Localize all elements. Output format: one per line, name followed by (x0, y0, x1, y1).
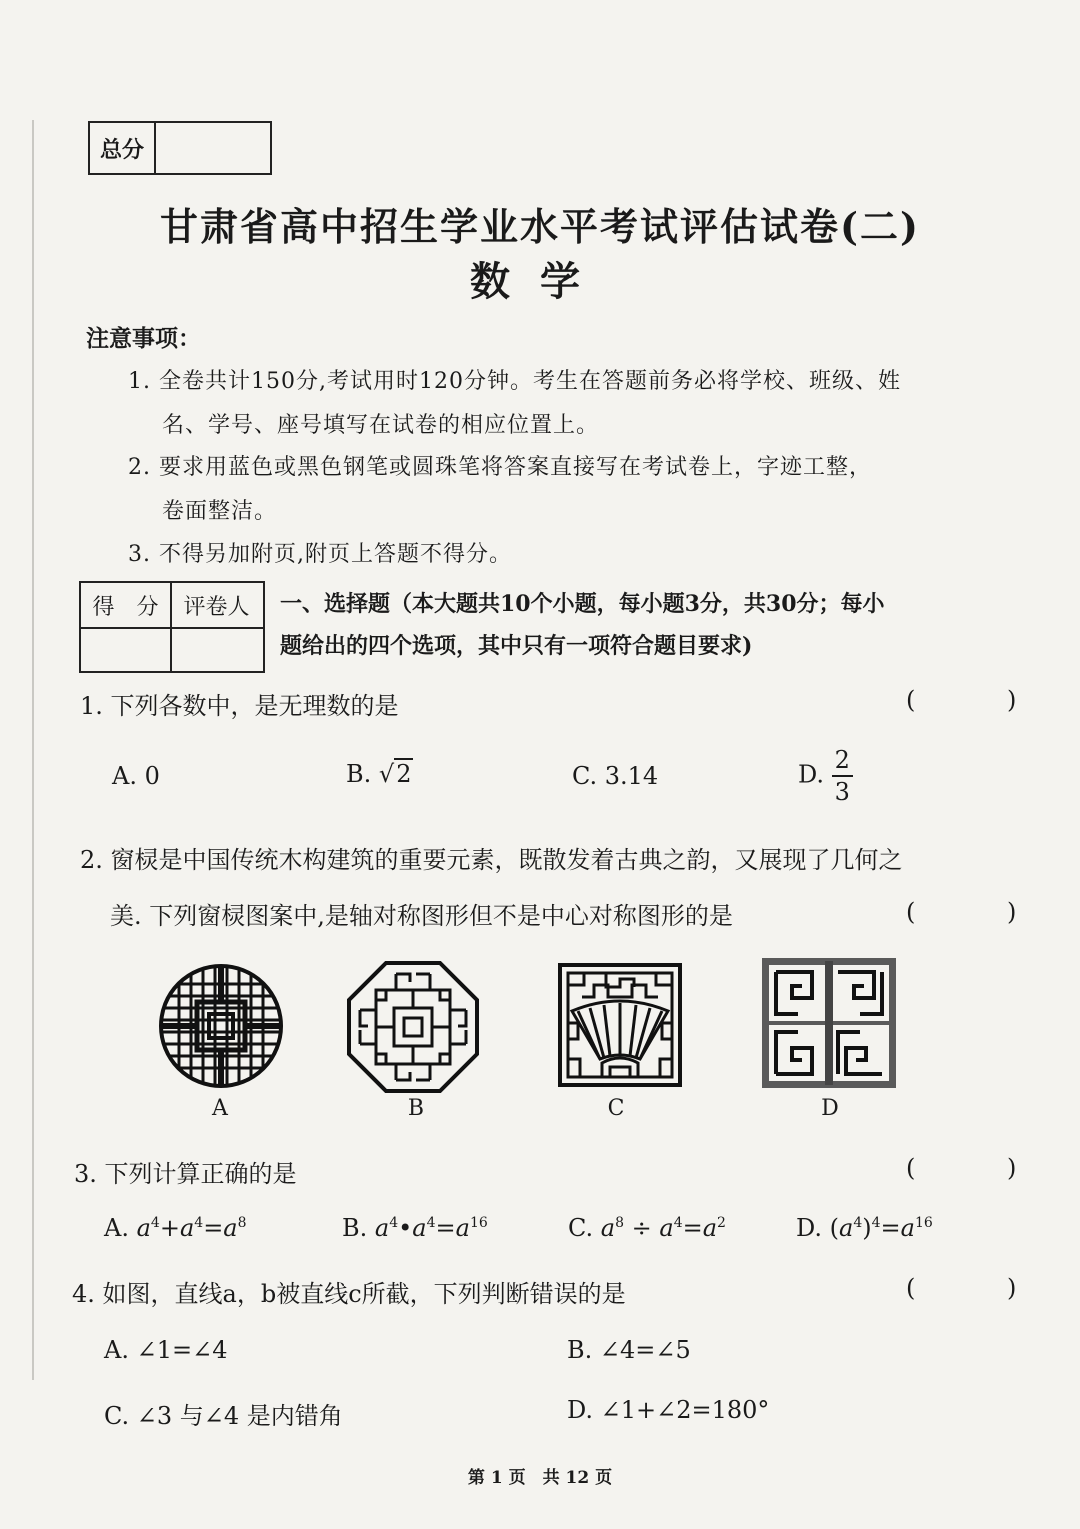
question-4-option-a: A. ∠1=∠4 (104, 1336, 228, 1364)
section-1-heading-line-2: 题给出的四个选项，其中只有一项符合题目要求) (280, 633, 753, 659)
figure-label-a: A (212, 1096, 228, 1121)
grader-header: 评卷人 (170, 583, 261, 627)
round-lattice-window-icon (157, 962, 285, 1090)
option-b-prefix: B. (346, 760, 372, 788)
notice-item-1-line-2: 名、学号、座号填写在试卷的相应位置上。 (162, 413, 600, 438)
section-1-heading-line-1: 一、选择题（本大题共10个小题，每小题3分，共30分；每小 (280, 591, 885, 617)
grader-field[interactable] (170, 629, 261, 673)
question-3-option-b: B. $a^4•a^4=a^{16}$ (342, 1214, 488, 1242)
option-d-prefix: D. (796, 1214, 823, 1242)
figure-label-d: D (821, 1096, 839, 1121)
total-score-box (88, 121, 272, 175)
question-1-option-a: A. 0 (112, 762, 160, 790)
exam-title: 甘肃省高中招生学业水平考试评估试卷(二) (160, 204, 920, 249)
sqrt-expression: √2 (378, 760, 412, 788)
question-1-answer-slot[interactable]: ( ) (906, 686, 1059, 714)
square-fret-window-icon (762, 958, 896, 1088)
total-score-label: 总分 (90, 123, 156, 173)
option-a-prefix: A. (104, 1214, 129, 1242)
exam-subject: 数学 (470, 258, 610, 305)
notice-item-3: 3. 不得另加附页,附页上答题不得分。 (128, 542, 512, 567)
question-1-option-b (346, 760, 413, 788)
score-field[interactable] (81, 629, 170, 673)
fold-line (32, 120, 34, 1380)
fraction-denominator: 3 (834, 778, 850, 806)
question-1-stem: 1. 下列各数中，是无理数的是 (80, 692, 399, 720)
question-3-option-c: C. $a^8 \div a^4=a^2$ (568, 1214, 726, 1242)
notice-item-1-line-1: 1. 全卷共计150分,考试用时120分钟。考生在答题前务必将学校、班级、姓 (128, 369, 901, 394)
question-4-answer-slot[interactable]: ( ) (906, 1274, 1059, 1302)
option-d-prefix: D. (798, 760, 825, 789)
score-table (79, 581, 265, 673)
question-4-option-b: B. ∠4=∠5 (567, 1336, 691, 1364)
total-score-blank[interactable] (156, 123, 270, 173)
option-c-prefix: C. (568, 1214, 594, 1242)
question-3-option-a: A. $a^4+a^4=a^8$ (104, 1214, 247, 1242)
question-2-stem-line-1: 2. 窗棂是中国传统木构建筑的重要元素，既散发着古典之韵，又展现了几何之 (80, 846, 903, 874)
figure-label-b: B (407, 1096, 425, 1121)
question-3-answer-slot[interactable]: ( ) (906, 1154, 1059, 1182)
option-b-prefix: B. (342, 1214, 368, 1242)
question-3-option-d: D. $(a^4)^4=a^{16}$ (796, 1214, 933, 1242)
page-footer: 第 1 页 共 12 页 (467, 1468, 613, 1488)
sqrt-argument: 2 (396, 760, 412, 788)
notice-heading: 注意事项： (86, 325, 201, 352)
question-2-answer-slot[interactable]: ( ) (906, 898, 1059, 926)
notice-item-2-line-2: 卷面整洁。 (162, 499, 278, 524)
fraction (832, 748, 853, 804)
question-2-stem-line-2: 美. 下列窗棂图案中,是轴对称图形但不是中心对称图形的是 (110, 902, 733, 930)
question-4-option-c: C. ∠3 与∠4 是内错角 (104, 1402, 343, 1430)
question-4-option-d: D. ∠1+∠2=180° (567, 1396, 770, 1424)
score-header: 得 分 (92, 594, 159, 620)
question-1-option-c: C. 3.14 (572, 762, 659, 790)
fraction-numerator: 2 (832, 748, 853, 777)
question-4-stem: 4. 如图，直线a，b被直线c所截，下列判断错误的是 (72, 1280, 626, 1308)
figure-label-c: C (607, 1096, 625, 1121)
question-3-stem: 3. 下列计算正确的是 (74, 1160, 297, 1188)
octagon-lattice-window-icon (346, 960, 480, 1094)
question-1-option-d (798, 748, 853, 804)
notice-item-2-line-1: 2. 要求用蓝色或黑色钢笔或圆珠笔将答案直接写在考试卷上，字迹工整， (128, 455, 872, 480)
fan-lattice-window-icon (558, 963, 682, 1087)
